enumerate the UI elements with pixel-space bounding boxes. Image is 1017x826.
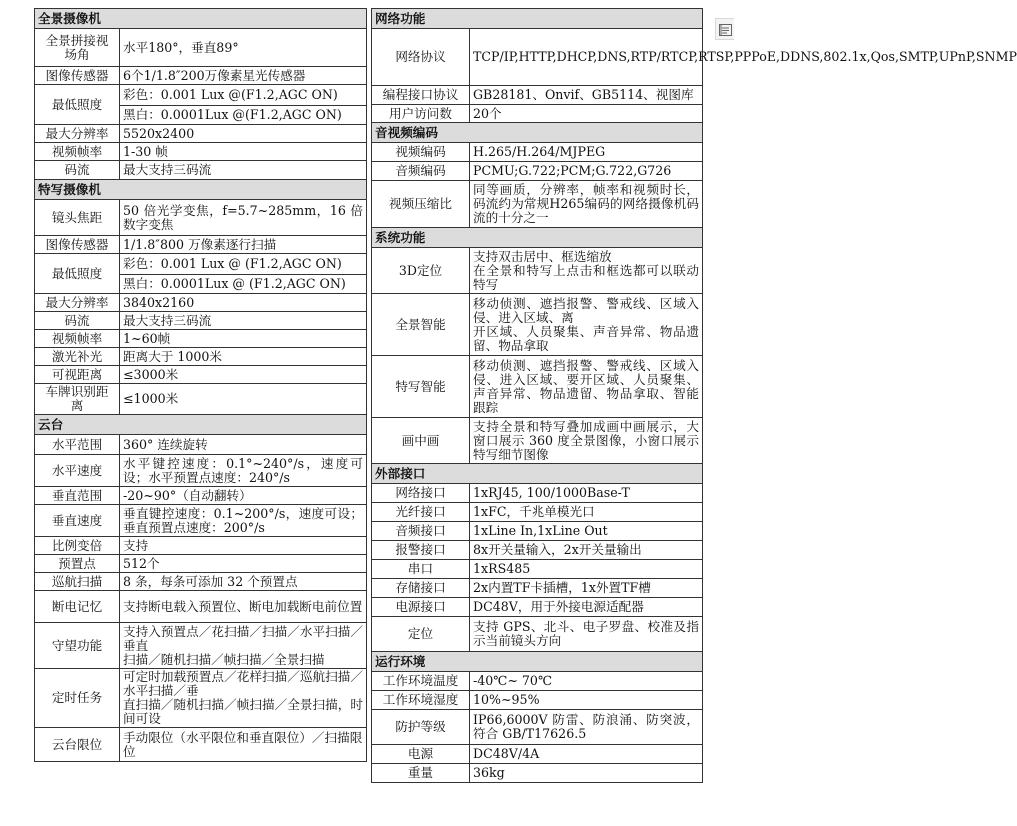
section-heading: 运行环境: [372, 652, 703, 672]
spec-value: 1xLine In,1xLine Out: [470, 522, 703, 541]
spec-value: 支持 GPS、北斗、电子罗盘、校准及指示当前镜头方向: [470, 617, 703, 652]
spec-value: 支持断电载入预置位、断电加载断电前位置: [120, 591, 367, 623]
spec-label: 网络协议: [372, 29, 470, 86]
spec-value: 1xRS485: [470, 560, 703, 579]
spec-label: 激光补光: [35, 348, 120, 366]
spec-label: 视频压缩比: [372, 181, 470, 228]
spec-label: 图像传感器: [35, 236, 120, 254]
spec-label: 视频帧率: [35, 330, 120, 348]
spec-row: [372, 541, 703, 560]
spec-value: 最大支持三码流: [120, 312, 367, 330]
spec-value: 1/1.8″800 万像素逐行扫描: [120, 236, 367, 254]
right-spec-table: [371, 8, 1017, 783]
spec-label: 网络接口: [372, 484, 470, 503]
spec-label: 断电记忆: [35, 591, 120, 623]
spec-row: [35, 67, 367, 85]
spec-label: 定位: [372, 617, 470, 652]
spec-value: 6个1/1.8″200万像素星光传感器: [120, 67, 367, 85]
spec-value: 支持入预置点／花扫描／扫描／水平扫描／垂直 扫描／随机扫描／帧扫描／全景扫描: [120, 623, 367, 669]
spec-label: 垂直速度: [35, 505, 120, 537]
spec-row: [35, 294, 367, 312]
spec-value: 支持: [120, 537, 367, 555]
spec-label: 云台限位: [35, 728, 120, 762]
spec-label: 巡航扫描: [35, 573, 120, 591]
spec-label: 串口: [372, 560, 470, 579]
spec-label: 守望功能: [35, 623, 120, 669]
spec-row: [372, 617, 703, 652]
spec-row: [372, 105, 703, 123]
spec-value: 1xFC，千兆单模光口: [470, 503, 703, 522]
spec-value: 移动侦测、遮挡报警、警戒线、区域入侵、进入区域、要开区域、人员聚集、声音异常、物品遗留、物品拿取、智能跟踪: [470, 356, 703, 418]
spec-value: 手动限位（水平限位和垂直限位）／扫描限位: [120, 728, 367, 762]
section-row: [372, 123, 703, 143]
spec-label: 全景拼接视 场角: [35, 29, 120, 67]
spec-label: 水平速度: [35, 455, 120, 487]
spec-row: [35, 591, 367, 623]
spec-value: 1-30 帧: [120, 143, 367, 161]
spec-row: [372, 484, 703, 503]
spec-label: 图像传感器: [35, 67, 120, 85]
spec-value: 距离大于 1000米: [120, 348, 367, 366]
spec-value: 36kg: [470, 764, 703, 783]
spec-label: 电源: [372, 745, 470, 764]
spec-label: 3D定位: [372, 248, 470, 294]
spec-label: 防护等级: [372, 710, 470, 745]
spec-label: 预置点: [35, 555, 120, 573]
spec-row: [35, 143, 367, 161]
spec-row: [35, 254, 367, 275]
section-row: [35, 415, 367, 435]
spec-label: 电源接口: [372, 598, 470, 617]
spec-row: [372, 503, 703, 522]
spec-row: [35, 555, 367, 573]
spec-row: [372, 710, 703, 745]
spec-row: [35, 435, 367, 455]
spec-value: DC48V/4A: [470, 745, 703, 764]
section-heading: 网络功能: [372, 9, 703, 29]
spec-value: 10%~95%: [470, 691, 703, 710]
section-heading: 外部接口: [372, 464, 703, 484]
spec-row: [35, 85, 367, 106]
section-heading: 音视频编码: [372, 123, 703, 143]
spec-label: 重量: [372, 764, 470, 783]
spec-value: -40℃~ 70℃: [470, 672, 703, 691]
section-heading: 特写摄像机: [35, 180, 367, 200]
spec-row: [35, 455, 367, 487]
spec-row: [372, 162, 703, 181]
spec-row: [35, 312, 367, 330]
section-row: [372, 228, 703, 248]
spec-row: [35, 487, 367, 505]
spec-row: [35, 348, 367, 366]
spec-label: 视频帧率: [35, 143, 120, 161]
spec-row: [35, 29, 367, 67]
spec-label: 画中画: [372, 418, 470, 464]
spec-value: 8x开关量输入，2x开关量输出: [470, 541, 703, 560]
spec-row: [372, 29, 703, 86]
spec-value: 50 倍光学变焦，f=5.7~285mm，16 倍数字变焦: [120, 200, 367, 236]
spec-row: [35, 330, 367, 348]
spec-row: [35, 728, 367, 762]
spec-label: 报警接口: [372, 541, 470, 560]
spec-value: DC48V，用于外接电源适配器: [470, 598, 703, 617]
spec-label: 工作环境湿度: [372, 691, 470, 710]
spec-label: 工作环境温度: [372, 672, 470, 691]
spec-value: 可定时加载预置点／花样扫描／巡航扫描／水平扫描／垂 直扫描／随机扫描／帧扫描／全景扫描，时间可设: [120, 669, 367, 728]
spec-row: [372, 691, 703, 710]
spec-value: 支持全景和特写叠加成画中画展示，大窗口展示 360 度全景图像，小窗口展示特写细节图像: [470, 418, 703, 464]
spec-row: [372, 86, 703, 105]
spec-row: [372, 356, 703, 418]
spec-row: [372, 598, 703, 617]
spec-label: 码流: [35, 161, 120, 180]
spec-row: [35, 623, 367, 669]
spec-row: [35, 505, 367, 537]
spec-row: [35, 125, 367, 143]
spec-value: 20个: [470, 105, 703, 123]
spec-label: 特写智能: [372, 356, 470, 418]
spec-value: 360° 连续旋转: [120, 435, 367, 455]
spec-label: 最低照度: [35, 254, 120, 294]
spec-label: 水平范围: [35, 435, 120, 455]
spec-row: [372, 745, 703, 764]
spec-label: 视频编码: [372, 143, 470, 162]
spec-label: 可视距离: [35, 366, 120, 384]
spec-value: 垂直键控速度：0.1~200°/s，速度可设；垂直预置点速度：200°/s: [120, 505, 367, 537]
spec-label: 镜头焦距: [35, 200, 120, 236]
spec-row: [35, 573, 367, 591]
spec-row: [372, 248, 703, 294]
spec-value: 同等画质，分辨率，帧率和视频时长，码流约为常规H265编码的网络摄像机码流的十分之一: [470, 181, 703, 228]
section-row: [372, 464, 703, 484]
spec-value: 水平180°，垂直89°: [120, 29, 367, 67]
spec-label: 比例变倍: [35, 537, 120, 555]
spec-row: [35, 669, 367, 728]
spec-label: 用户访问数: [372, 105, 470, 123]
section-row: [35, 180, 367, 200]
spec-row: [35, 366, 367, 384]
section-row: [372, 652, 703, 672]
spec-row: [372, 672, 703, 691]
spec-value: H.265/H.264/MJPEG: [470, 143, 703, 162]
spec-value: 最大支持三码流: [120, 161, 367, 180]
spec-value: 1~60帧: [120, 330, 367, 348]
spec-row: [372, 143, 703, 162]
spec-row: [35, 200, 367, 236]
spec-row: [372, 294, 703, 356]
spec-value: 3840x2160: [120, 294, 367, 312]
left-spec-table: [34, 8, 367, 762]
spec-value: 彩色：0.001 Lux @ (F1.2,AGC ON): [120, 254, 367, 275]
section-row: [35, 9, 367, 29]
section-heading: 云台: [35, 415, 367, 435]
spec-value: 支持双击居中、框选缩放 在全景和特写上点击和框选都可以联动特写: [470, 248, 703, 294]
spec-value: ≤1000米: [120, 384, 367, 415]
section-heading: 系统功能: [372, 228, 703, 248]
side-panel-button[interactable]: [715, 18, 734, 40]
section-heading: 全景摄像机: [35, 9, 367, 29]
spec-row: [35, 384, 367, 415]
spec-label: 光纤接口: [372, 503, 470, 522]
spec-label: 定时任务: [35, 669, 120, 728]
spec-row: [372, 579, 703, 598]
spec-value: 2x内置TF卡插槽，1x外置TF槽: [470, 579, 703, 598]
spec-label: 垂直范围: [35, 487, 120, 505]
spec-value: IP66,6000V 防雷、防浪涌、防突波，符合 GB/T17626.5: [470, 710, 703, 745]
spec-value: 5520x2400: [120, 125, 367, 143]
spec-value: GB28181、Onvif、GB5114、视图库: [470, 86, 703, 105]
spec-value: -20~90°（自动翻转）: [120, 487, 367, 505]
spec-row: [372, 764, 703, 783]
spec-value: TCP/IP,HTTP,DHCP,DNS,RTP/RTCP,RTSP,PPPoE,DDNS,802.1x,Qos,SMTP,UPnP,SNMP: [470, 29, 703, 86]
spec-label: 车牌识别距 离: [35, 384, 120, 415]
spec-value: 1xRJ45, 100/1000Base-T: [470, 484, 703, 503]
spec-row: [372, 522, 703, 541]
section-row: [372, 9, 703, 29]
spec-label: 音频编码: [372, 162, 470, 181]
spec-value: 移动侦测、遮挡报警、警戒线、区域入侵、进入区域、离 开区域、人员聚集、声音异常、物品遗留、物品拿取: [470, 294, 703, 356]
spec-label: 全景智能: [372, 294, 470, 356]
spec-value: PCMU;G.722;PCM;G.722,G726: [470, 162, 703, 181]
spec-row: [35, 537, 367, 555]
spec-label: 最大分辨率: [35, 294, 120, 312]
spec-value: ≤3000米: [120, 366, 367, 384]
spec-value: 水平键控速度：0.1°~240°/s，速度可设；水平预置点速度：240°/s: [120, 455, 367, 487]
spec-row: [372, 181, 703, 228]
note-icon: [719, 24, 732, 36]
spec-value: 彩色：0.001 Lux @(F1.2,AGC ON): [120, 85, 367, 106]
spec-value: 黑白：0.0001Lux @(F1.2,AGC ON): [120, 106, 367, 125]
spec-value: 512个: [120, 555, 367, 573]
spec-value: 8 条，每条可添加 32 个预置点: [120, 573, 367, 591]
spec-label: 最大分辨率: [35, 125, 120, 143]
spec-value: 黑白：0.0001Lux @ (F1.2,AGC ON): [120, 275, 367, 294]
spec-label: 编程接口协议: [372, 86, 470, 105]
spec-label: 码流: [35, 312, 120, 330]
spec-row: [35, 161, 367, 180]
spec-row: [372, 418, 703, 464]
spec-label: 存储接口: [372, 579, 470, 598]
spec-row: [35, 236, 367, 254]
spec-row: [372, 560, 703, 579]
spec-label: 最低照度: [35, 85, 120, 125]
spec-label: 音频接口: [372, 522, 470, 541]
